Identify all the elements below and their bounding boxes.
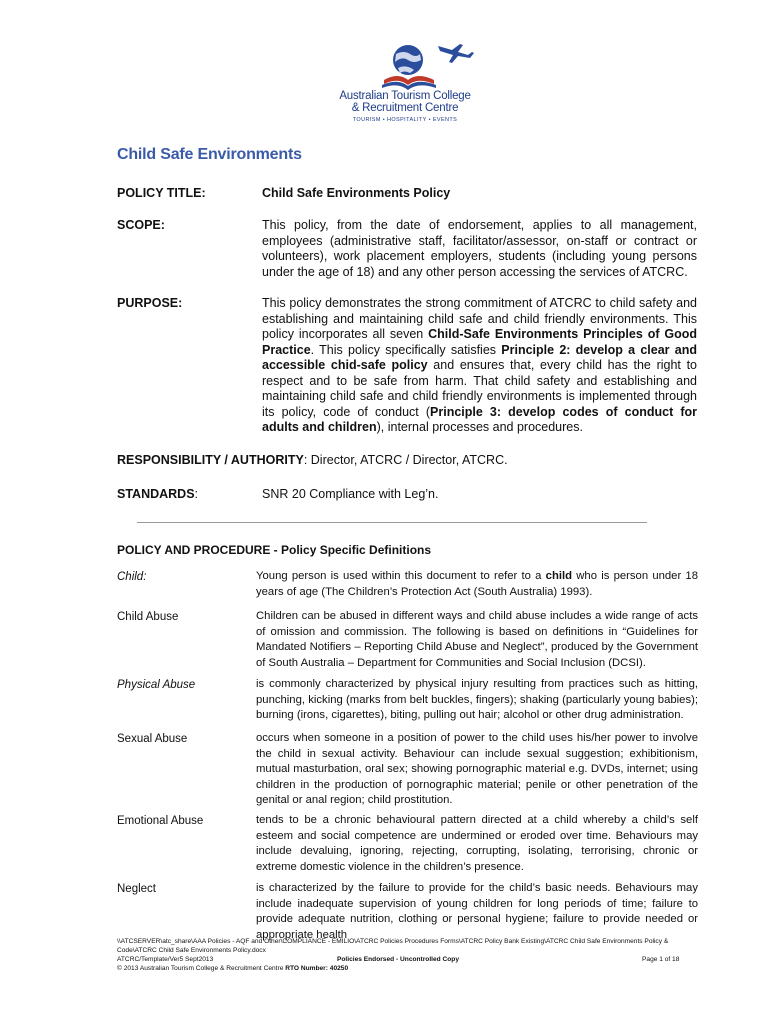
purpose-text: This policy demonstrates the strong commitment of ATCRC to child safety and establishing and maintaining child safe and child friendly environments. This policy incorporates all seven Child-Safe Environments Principles of Good Practice. This policy specifically satisfies Principle 2: develop a clear and accessible chid-safe policy and ensures that, every child has the right to respect and to be safe from harm. That child safety and establishing and maintaining child safe and child friendly environments is implemented through its policy, code of conduct (Principle 3: develop codes of conduct for adults and children), internal processes and procedures. <box>262 296 697 434</box>
term-sexual-abuse: Sexual Abuse <box>117 733 188 745</box>
definition-physical-abuse: is commonly characterized by physical injury resulting from practices such as hitting, punching, kicking (marks from belt buckles, fingers); shaking (particularly young babies); burning (irons, cigarettes), biting, pulling out hair; alcohol or other drug administration. <box>256 678 698 722</box>
college-logo <box>330 40 480 130</box>
policy-title-value: Child Safe Environments Policy <box>262 186 451 200</box>
standards-value: SNR 20 Compliance with Leg’n. <box>262 487 439 501</box>
standards-line: STANDARDS: <box>117 487 199 501</box>
footer-status: Policies Endorsed - Uncontrolled Copy <box>337 956 460 963</box>
term-physical-abuse: Physical Abuse <box>117 679 196 691</box>
scope-text: This policy, from the date of endorsement, applies to all management, employees (administrative staff, facilitator/assessor, on-staff or contract or volunteers), work placement employers, students (including young persons under the age of 18) and any other person accessing the services of ATCRC. <box>262 218 697 279</box>
responsibility-value: : Director, ATCRC / Director, ATCRC. <box>303 453 508 467</box>
purpose-label: PURPOSE: <box>117 296 183 310</box>
footer-page-number: Page 1 of 18 <box>642 956 680 963</box>
college-tagline: TOURISM • HOSPITALITY • EVENTS <box>352 117 458 123</box>
college-name: Australian Tourism College & Recruitment Centre <box>339 90 471 114</box>
definition-emotional-abuse: tends to be a chronic behavioural pattern directed at a child whereby a child’s self esteem and social competence are undermined or eroded over time. Behaviours may include devaluing, ignoring, rejecting, corrupting, isolating, terrorising, chronic or extreme domestic violence in the children’s presence. <box>256 814 698 873</box>
responsibility-label: RESPONSIBILITY / AUTHORITY <box>117 453 304 467</box>
term-neglect: Neglect <box>117 883 156 895</box>
policy-title-label: POLICY TITLE: <box>117 186 206 200</box>
page-footer <box>117 937 707 973</box>
definition-child-abuse: Children can be abused in different ways and child abuse includes a wide range of acts of omission and commission. The following is based on definitions in “Guidelines for Mandated Notifiers – Reporting Child Abuse and Neglect”, produced by the Government of South Australia – Department for Communities and Social Inclusion (DCSI). <box>256 610 698 669</box>
section-divider <box>137 522 647 523</box>
document-title: Child Safe Environments <box>117 146 302 163</box>
definition-neglect: is characterized by the failure to provide for the child’s basic needs. Behaviours may include inadequate supervision of young children for long periods of time; failure to provide adequate nutrition, clothing or personal hygiene; failure to provide needed or appropriate health <box>256 882 698 941</box>
globe-book-plane-icon <box>380 40 490 92</box>
definition-sexual-abuse: occurs when someone in a position of power to the child uses his/her power to involve the child in sexual activity. Behaviour can include sexual suggestion; exhibitionism, mutual masturbation, oral sex; showing pornographic material e.g. DVDs, internet; using children in the production of pornographic material; penile or other penetration of the genital or anal region; child prostitution. <box>256 732 698 807</box>
footer-template: ATCRC/Template/Ver5 Sept2013 <box>117 956 214 963</box>
responsibility-line <box>117 453 508 467</box>
term-child: Child: <box>117 571 147 583</box>
footer-file-path: \\ATCSERVER\atc_share\AAA Policies - AQF and Other\COMPLIANCE - EMILIO\ATCRC Policies Procedures Forms\ATCRC Policy Bank Existing\ATCRC Child Safe Environments Policy & Code\ATCRC Child Safe Environments Policy.docx <box>117 938 669 954</box>
scope-label: SCOPE: <box>117 218 165 232</box>
footer-copyright: © 2013 Australian Tourism College & Recruitment Centre RTO Number: 40250 <box>117 965 349 972</box>
standards-label: STANDARDS <box>117 487 195 501</box>
section-heading: POLICY AND PROCEDURE - Policy Specific Definitions <box>117 543 432 557</box>
term-emotional-abuse: Emotional Abuse <box>117 815 204 827</box>
definition-child: Young person is used within this document to refer to a child who is person under 18 years of age (The Children’s Protection Act (South Australia) 1993). <box>256 570 699 598</box>
term-child-abuse: Child Abuse <box>117 611 179 623</box>
